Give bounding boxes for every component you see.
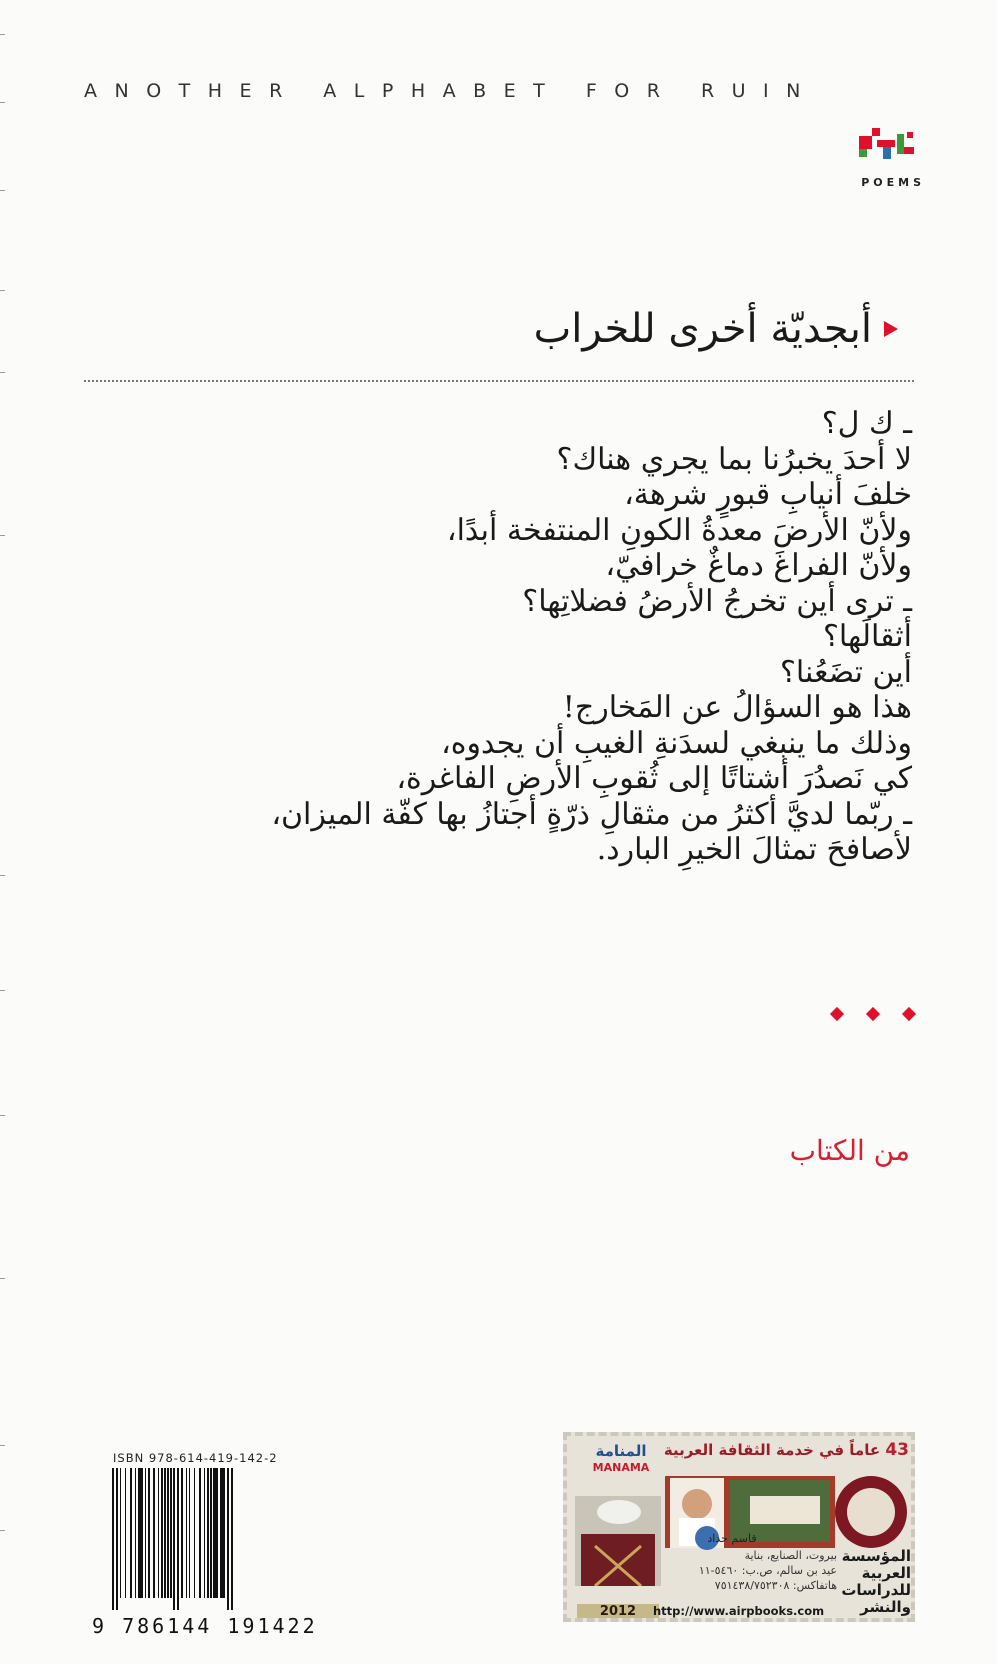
stamp-header-text: عاماً في خدمة الثقافة العربية: [663, 1441, 881, 1459]
poem-line: كي نَصدُرَ أشتاتًا إلى ثُقوبِ الأرضِ الفاغرة،: [396, 761, 912, 796]
barcode-bar: [213, 1468, 216, 1598]
publisher-stamp: [563, 1432, 915, 1622]
barcode-bar: [153, 1468, 155, 1598]
stamp-anniversary-number: 43: [885, 1440, 909, 1460]
margin-tick: [0, 1115, 5, 1116]
poem-line: ـ ك ل؟: [821, 406, 912, 441]
barcode-bar: [207, 1468, 209, 1598]
arabic-title-text: أبجديّة أخرى للخراب: [533, 306, 872, 352]
poem-line: وذلك ما ينبغي لسدَنةِ الغيبِ أن يجدوه،: [441, 725, 912, 761]
poem-excerpt: [200, 406, 912, 868]
stamp-city-english: MANAMA: [592, 1461, 650, 1474]
barcode-bar: [199, 1468, 201, 1598]
publisher-line: العربية: [861, 1564, 911, 1582]
poem-line: أين تضَعُنا؟: [779, 654, 912, 690]
address-line: عيد بن سالم، ص.ب: ٥٤٦٠-١١: [698, 1564, 837, 1577]
barcode-bar: [112, 1468, 114, 1610]
margin-tick: [0, 34, 5, 35]
stamp-address: [659, 1548, 837, 1593]
barcode-bar: [130, 1468, 132, 1598]
barcode-bar: [194, 1468, 195, 1598]
ornament-diamonds: [814, 1009, 914, 1025]
title-arrow-icon: [884, 321, 898, 337]
margin-tick: [0, 875, 5, 876]
margin-tick: [0, 1278, 5, 1279]
publisher-line: المؤسسة: [841, 1547, 911, 1565]
address-line: هاتفاكس: ٧٥١٤٣٨/٧٥٢٣٠٨: [714, 1579, 837, 1592]
barcode-bar: [145, 1468, 146, 1598]
english-title: ANOTHER ALPHABET FOR RUIN: [84, 80, 818, 102]
barcode-bar: [181, 1468, 183, 1598]
barcode-bar: [135, 1468, 136, 1598]
barcode-bar: [148, 1468, 150, 1598]
barcode-bar: [125, 1468, 126, 1598]
barcode-bar: [138, 1468, 141, 1598]
poem-line: هذا هو السؤالُ عن المَخارج!: [562, 690, 912, 725]
barcode-bar: [141, 1468, 143, 1598]
barcode: [110, 1468, 306, 1610]
poem-line: خلفَ أنيابِ قبورٍ شرهة،: [624, 477, 912, 512]
barcode-bar: [167, 1468, 169, 1598]
margin-tick: [0, 1530, 5, 1531]
stamp-year: 2012: [577, 1604, 659, 1620]
address-line: بيروت، الصنايع، بناية: [744, 1549, 837, 1562]
barcode-bar: [116, 1468, 118, 1610]
divider: [84, 380, 914, 382]
publisher-line: والنشر: [860, 1598, 911, 1616]
barcode-bar: [216, 1468, 218, 1598]
barcode-bar: [177, 1468, 179, 1610]
barcode-bar: [173, 1468, 175, 1610]
arabic-title: [480, 306, 898, 352]
barcode-bar: [220, 1468, 223, 1598]
barcode-bar: [170, 1468, 172, 1598]
stamp-person-name: قاسم حداد: [707, 1532, 757, 1545]
publisher-line: للدراسات: [841, 1581, 911, 1599]
margin-tick: [0, 535, 5, 536]
barcode-bar: [189, 1468, 190, 1598]
barcode-bar: [158, 1468, 159, 1598]
margin-tick: [0, 290, 5, 291]
barcode-bar: [223, 1468, 225, 1598]
poem-line: أثقالَها؟: [822, 619, 912, 654]
stamp-publisher-name: [837, 1548, 911, 1616]
stamp-city-arabic: المنامة: [595, 1442, 647, 1460]
logo-caption: POEMS: [861, 176, 925, 189]
diamond-icon: [830, 1007, 844, 1021]
poem-line: ولأنّ الأرضَ معدةُ الكونِ المنتفخة أبدًا،: [446, 512, 912, 548]
stamp-url: http://www.airpbooks.com: [653, 1604, 825, 1618]
poem-line: ـ ترى أين تخرجُ الأرضُ فضلاتِها؟: [522, 583, 912, 619]
margin-tick: [0, 1445, 5, 1446]
publisher-logo: [853, 124, 919, 168]
stamp-header: [665, 1440, 909, 1460]
margin-tick: [0, 102, 5, 103]
poem-line: لا أحدَ يخبرُنا بما يجري هناك؟: [556, 441, 912, 477]
margin-tick: [0, 990, 5, 991]
barcode-bar: [210, 1468, 212, 1598]
poem-line: ولأنّ الفراغَ دماغٌ خرافيّ،: [605, 548, 912, 583]
margin-tick: [0, 190, 5, 191]
poem-line: لأصافحَ تمثالَ الخيرِ البارد.: [596, 832, 912, 867]
diamond-icon: [902, 1007, 916, 1021]
poem-line: ـ ربّما لديَّ أكثرُ من مثقالِ ذرّةٍ أجتازُ بها كفّة الميزان،: [271, 796, 912, 832]
barcode-number: 9 786144 191422: [92, 1614, 318, 1638]
margin-tick: [0, 372, 5, 373]
barcode-bar: [161, 1468, 163, 1598]
barcode-bar: [186, 1468, 187, 1598]
barcode-bar: [164, 1468, 166, 1598]
barcode-bar: [120, 1468, 121, 1598]
isbn-label: ISBN 978-614-419-142-2: [113, 1451, 278, 1465]
source-label: من الكتاب: [789, 1134, 910, 1167]
barcode-bar: [204, 1468, 205, 1598]
barcode-bar: [231, 1468, 233, 1610]
diamond-icon: [866, 1007, 880, 1021]
barcode-bar: [227, 1468, 229, 1610]
